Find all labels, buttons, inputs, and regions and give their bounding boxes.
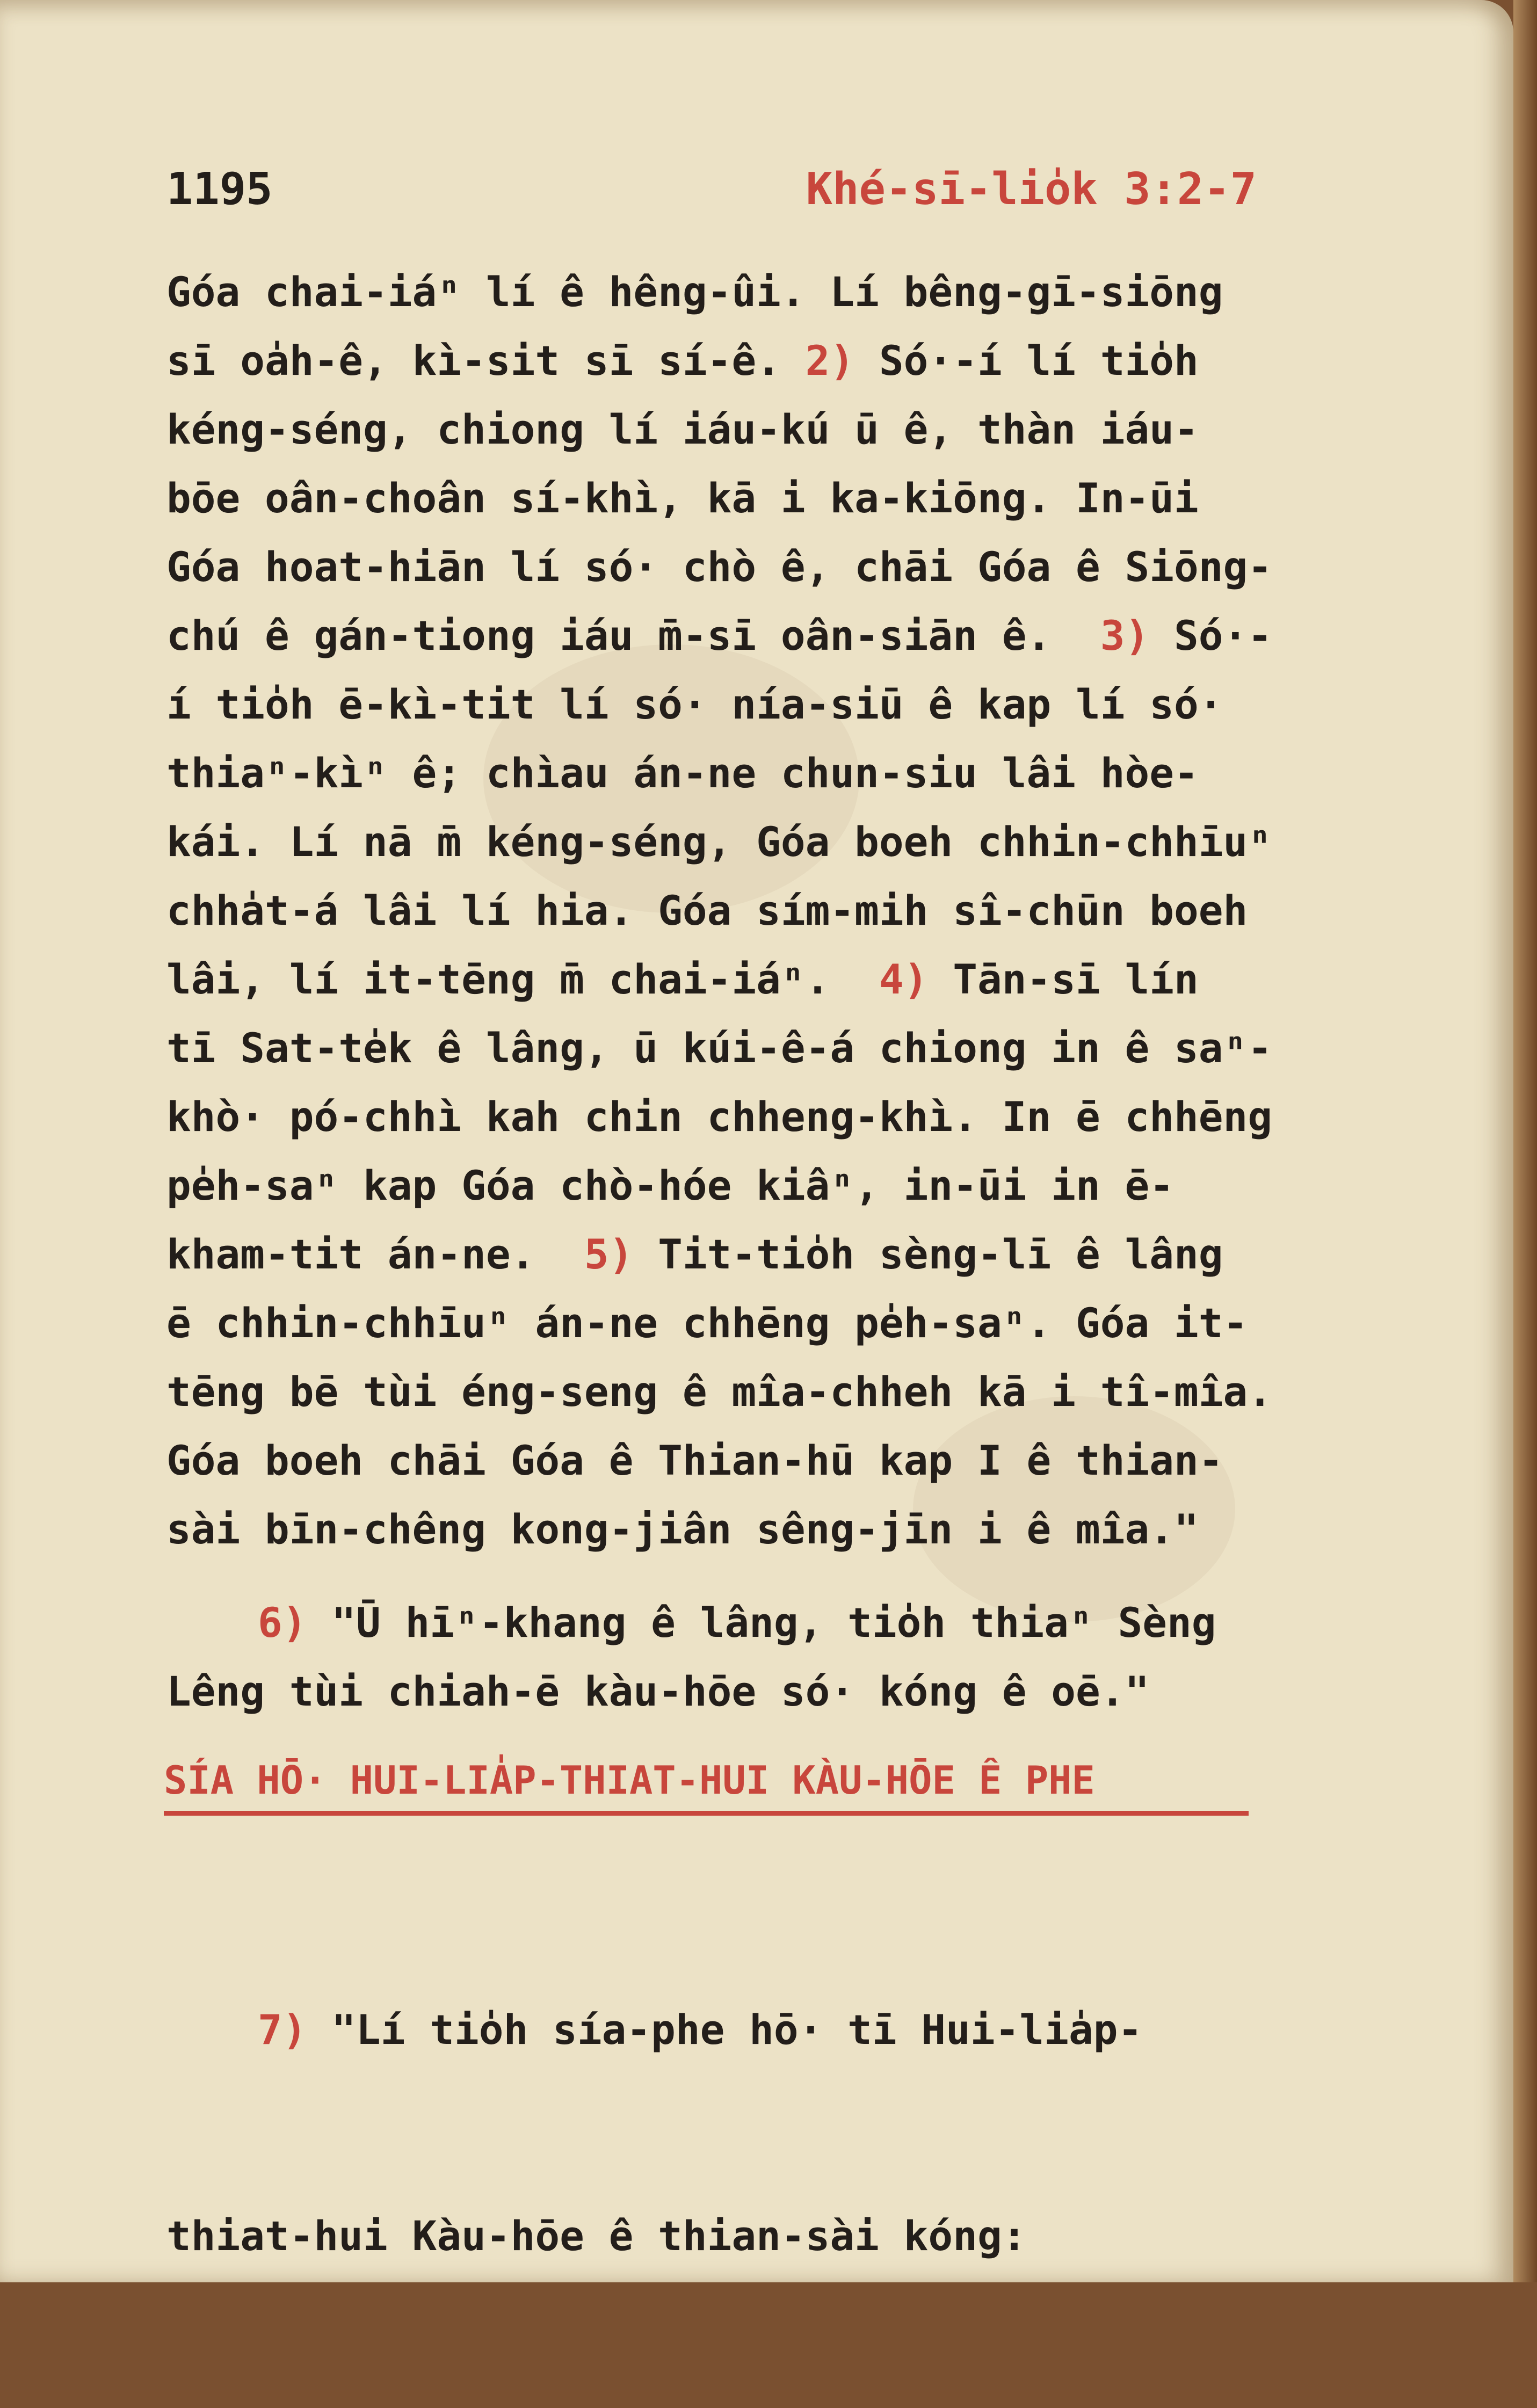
line-text: ē chhin-chhīuⁿ án-ne chhēng pe̍h-saⁿ. Góa it-: [166, 1299, 1248, 1347]
text-line: [166, 1151, 1402, 1220]
text-line: [166, 945, 1402, 1014]
verse-number: 3): [1100, 612, 1150, 659]
text-line: [166, 258, 1402, 327]
verse-number: 6): [258, 1599, 307, 1647]
text-line: [166, 1014, 1402, 1083]
line-text: í tio̍h ē-kì-tit lí só· nía-siū ê kap lí só·: [166, 680, 1223, 728]
verse-6-line-1: [166, 1589, 1402, 1657]
line-text: Tit-tio̍h sèng-lī ê lâng: [633, 1230, 1223, 1278]
line-text: sī oa̍h-ê, kì-sit sī sí-ê.: [166, 337, 806, 385]
line-text: kéng-séng, chiong lí iáu-kú ū ê, thàn iáu-: [166, 405, 1199, 453]
text-line: [166, 1426, 1402, 1495]
text-line: [166, 670, 1402, 739]
line-text: tī Sat-te̍k ê lâng, ū kúi-ê-á chiong in ê saⁿ-: [166, 1024, 1273, 1072]
line-text: chha̍t-á lâi lí hia. Góa sím-mih sî-chūn boeh: [166, 887, 1248, 934]
text-line: [166, 1220, 1402, 1289]
verse-number: 2): [805, 337, 855, 385]
line-text: lâi, lí it-tēng m̄ chai-iáⁿ.: [166, 955, 879, 1003]
verse-number: 4): [879, 955, 929, 1003]
line-text: thiaⁿ-kìⁿ ê; chìau án-ne chun-siu lâi hòe-: [166, 749, 1199, 797]
verse-7-line-2: thiat-hui Kàu-hōe ê thian-sài kóng:: [166, 2212, 1027, 2260]
text-line: [166, 1289, 1402, 1358]
paragraph-gap: [166, 1564, 1402, 1589]
verse-7-line-1: [166, 1996, 1402, 2064]
line-text: kái. Lí nā m̄ kéng-séng, Góa boeh chhin-chhīuⁿ: [166, 818, 1273, 866]
body-text: [166, 258, 1402, 1726]
verse-text: "Lí tio̍h sía-phe hō· tī Hui-lia̍p-: [307, 2006, 1143, 2054]
text-line: [166, 601, 1402, 670]
line-text: tēng bē tùi éng-seng ê mîa-chheh kā i tî-mîa.: [166, 1368, 1273, 1416]
heading-underline: [164, 1811, 1249, 1816]
verse-number: 5): [584, 1230, 634, 1278]
text-line: [166, 1083, 1402, 1151]
text-line: [166, 533, 1402, 601]
line-text: Tān-sī lín: [928, 955, 1199, 1003]
text-line: [166, 876, 1402, 945]
line-text: chú ê gán-tiong iáu m̄-sī oân-siān ê.: [166, 612, 1100, 659]
line-text: pe̍h-saⁿ kap Góa chò-hóe kiâⁿ, in-ūi in ē-: [166, 1162, 1174, 1209]
section-heading: SÍA HŌ· HUI-LIA̍P-THIAT-HUI KÀU-HŌE Ê PHE: [164, 1758, 1095, 1803]
line-text: Góa hoat-hiān lí só· chò ê, chāi Góa ê Siōng-: [166, 543, 1273, 591]
line-text: Góa chai-iáⁿ lí ê hêng-ûi. Lí bêng-gī-siōng: [166, 268, 1223, 316]
verse-number: 7): [258, 2006, 307, 2054]
verse-7-block: [166, 1858, 1402, 2408]
text-line: [166, 739, 1402, 808]
line-text: khò· pó-chhì kah chin chheng-khì. In ē chhēng: [166, 1093, 1273, 1141]
running-head: Khé-sī-lio̍k 3:2-7: [806, 164, 1257, 215]
text-line: [166, 1495, 1402, 1564]
text-line: [166, 464, 1402, 533]
line-text: sài bīn-chêng kong-jiân sêng-jīn i ê mîa.": [166, 1505, 1199, 1553]
text-line: [166, 327, 1402, 395]
line-text: Só·-: [1149, 612, 1273, 659]
text-line: [166, 1358, 1402, 1426]
line-text: bōe oân-choân sí-khì, kā i ka-kiōng. In-ūi: [166, 474, 1199, 522]
page-header: [166, 164, 1257, 234]
verse-text: "Ū hīⁿ-khang ê lâng, tio̍h thiaⁿ Sèng: [307, 1599, 1216, 1647]
verse-6-line-2: Lêng tùi chiah-ē kàu-hōe só· kóng ê oē.": [166, 1667, 1150, 1715]
text-line: [166, 395, 1402, 464]
line-text: kham-tit án-ne.: [166, 1230, 584, 1278]
book-edge: [1513, 0, 1537, 2282]
line-text: Só·-í lí tio̍h: [854, 337, 1199, 385]
line-text: Góa boeh chāi Góa ê Thian-hū kap I ê thian-: [166, 1437, 1223, 1484]
text-line: [166, 808, 1402, 876]
page-number: 1195: [166, 164, 273, 215]
